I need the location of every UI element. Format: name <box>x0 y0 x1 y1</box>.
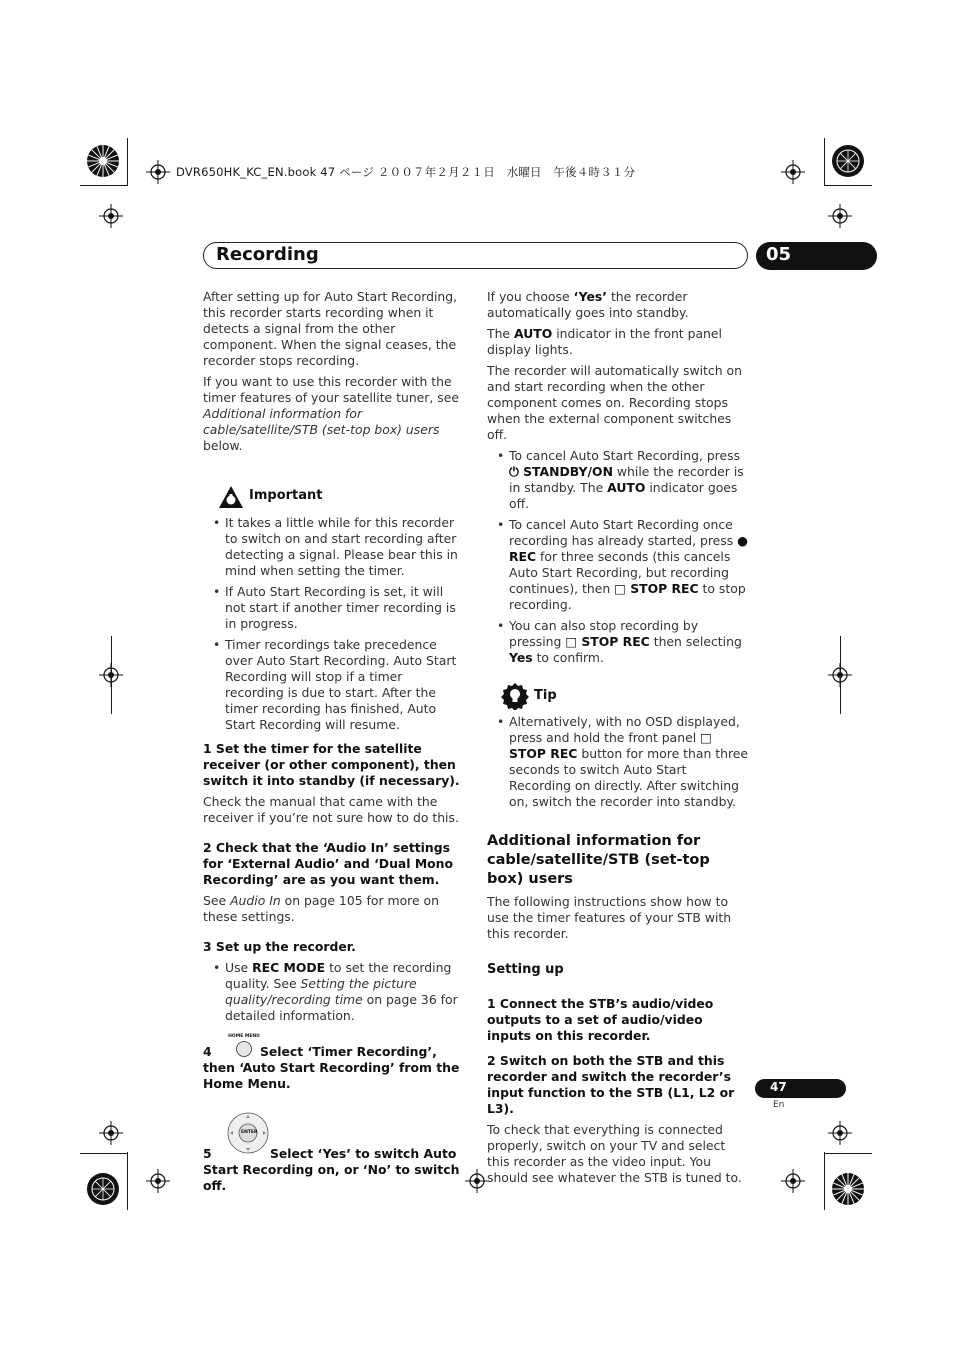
crop-line <box>824 185 872 186</box>
crosshair-icon <box>828 1121 852 1145</box>
crop-line <box>824 1152 825 1210</box>
list-item: • To cancel Auto Start Recording once recording has already started, press ● REC for three seconds (this cancels Auto Start Recording, but recording continues), then □ STOP REC to stop recording. <box>487 517 749 613</box>
crosshair-icon <box>146 160 170 184</box>
section-title: Recording <box>216 244 319 265</box>
intro-paragraph: After setting up for Auto Start Recording, this recorder starts recording when it detects a signal from the other component. When the signal ceases, the recorder stops recording. <box>203 289 458 368</box>
setup-step-2-body: To check that everything is connected properly, switch on your TV and select this recorder as the video input. You should see whatever the STB is tuned to. <box>487 1122 742 1185</box>
list-item: • Alternatively, with no OSD displayed, press and hold the front panel □ STOP REC button for more than three seconds to switch Auto Start Recording on directly. After switching on, switch the recorder into standby. <box>487 714 749 810</box>
chapter-number: 05 <box>766 244 792 265</box>
step-2-title: 2 Check that the ‘Audio In’ settings for ‘External Audio’ and ‘Dual Mono Recording’ are as you want them. <box>203 840 454 887</box>
home-menu-label: HOME MENU <box>228 1034 260 1039</box>
crosshair-icon <box>99 1121 123 1145</box>
paragraph: The AUTO indicator in the front panel display lights. <box>487 326 722 357</box>
setup-step-1: 1 Connect the STB’s audio/video outputs to a set of audio/video inputs on this recorder. <box>487 996 714 1043</box>
step-1-body: Check the manual that came with the receiver if you’re not sure how to do this. <box>203 794 459 825</box>
crop-line <box>111 636 112 714</box>
step-3-title: 3 Set up the recorder. <box>203 939 356 954</box>
page-language: En <box>773 1100 785 1110</box>
setting-up-heading: Setting up <box>487 962 564 977</box>
crosshair-icon <box>781 1169 805 1193</box>
crosshair-icon <box>465 1169 489 1193</box>
list-item: • You can also stop recording by pressing □ STOP REC then selecting Yes to confirm. <box>487 618 749 666</box>
starburst-icon <box>86 1172 120 1206</box>
list-item: • Use REC MODE to set the recording quality. See Setting the picture quality/recording time on page 36 for detailed information. <box>203 960 465 1024</box>
intro-paragraph: If you want to use this recorder with the timer features of your satellite tuner, see Additional information for cable/satellite/STB (set-top box) users below. <box>203 374 459 453</box>
enter-label: ENTER <box>241 1130 258 1135</box>
paragraph: The recorder will automatically switch on and start recording when the other component comes on. Recording stops when the external component switches off. <box>487 363 742 442</box>
step-5: ENTER 5 Select ‘Yes’ to switch Auto Start Recording on, or ‘No’ to switch off. <box>203 1146 465 1194</box>
left-column <box>203 289 465 1194</box>
step-4: HOME MENU 4 Select ‘Timer Recording’, then ‘Auto Start Recording’ from the Home Menu. <box>203 1034 460 1091</box>
list-item: • To cancel Auto Start Recording, press ⏻ STANDBY/ON while the recorder is in standby. The AUTO indicator goes off. <box>487 448 749 512</box>
file-info: DVR650HK_KC_EN.book 47 ページ ２００７年２月２１日 水曜日 午後４時３１分 <box>176 165 636 179</box>
crop-line <box>127 138 128 186</box>
paragraph: If you choose ‘Yes’ the recorder automatically goes into standby. <box>487 289 689 320</box>
warning-icon <box>218 485 244 509</box>
crop-line <box>80 185 128 186</box>
starburst-icon <box>831 144 865 178</box>
paragraph: The following instructions show how to use the timer features of your STB with this recorder. <box>487 894 732 941</box>
crop-line <box>824 1153 872 1154</box>
crop-line <box>127 1152 128 1210</box>
starburst-icon <box>86 144 120 178</box>
tip-icon <box>501 682 529 710</box>
crosshair-icon <box>828 204 852 228</box>
list-item: • If Auto Start Recording is set, it will not start if another timer recording is in progress. <box>203 584 465 632</box>
starburst-icon <box>831 1172 865 1206</box>
crosshair-icon <box>146 1169 170 1193</box>
important-heading: Important <box>203 485 465 511</box>
crosshair-icon <box>781 160 805 184</box>
crop-line <box>824 138 825 186</box>
step-2-body: See Audio In on page 105 for more on these settings. <box>203 893 439 924</box>
cross-reference: Additional information for cable/satellite/STB (set-top box) users <box>203 406 440 437</box>
subsection-heading: Additional information for cable/satellite/STB (set-top box) users <box>487 833 710 887</box>
setup-step-2: 2 Switch on both the STB and this recorder and switch the recorder’s input function to the STB (L1, L2 or L3). <box>487 1053 735 1116</box>
right-column <box>487 289 749 1191</box>
crop-line <box>840 636 841 714</box>
crosshair-icon <box>99 204 123 228</box>
page-number-badge <box>755 1079 846 1098</box>
step-1-title: 1 Set the timer for the satellite receiver (or other component), then switch it into standby (if necessary). <box>203 741 460 788</box>
crop-line <box>80 1153 128 1154</box>
tip-heading: Tip <box>487 682 749 710</box>
cross-reference: Setting the picture quality/recording time <box>225 976 417 1007</box>
list-item: • It takes a little while for this recorder to switch on and start recording after detecting a signal. Please bear this in mind when setting the timer. <box>203 515 465 579</box>
cross-reference: Audio In <box>230 893 281 908</box>
home-menu-button-icon <box>235 1040 253 1058</box>
page-number: 47 <box>770 1080 787 1094</box>
list-item: • Timer recordings take precedence over Auto Start Recording. Auto Start Recording will stop if a timer recording is due to start. After the timer recording has finished, Auto Start Recording will resume. <box>203 637 465 733</box>
